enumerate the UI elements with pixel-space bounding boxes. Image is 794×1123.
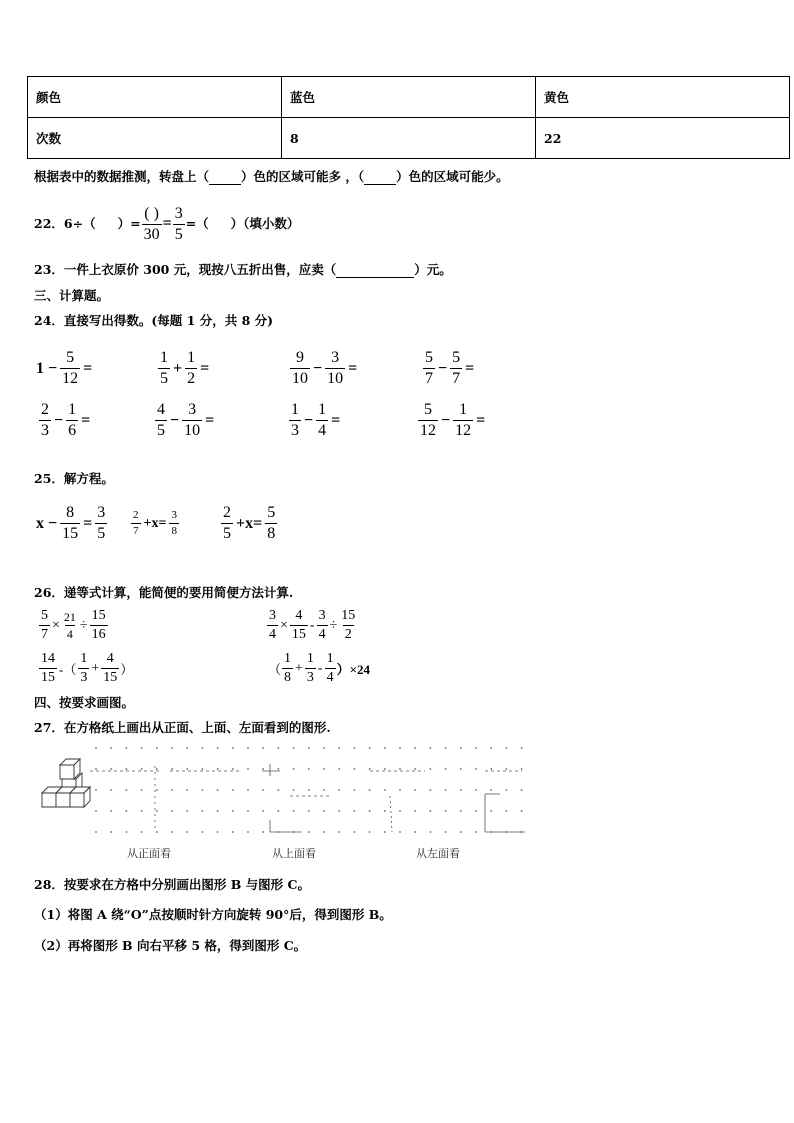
grid-dot bbox=[506, 789, 508, 791]
q26-expr-3: $\frac{14}{15}$ -（ $\frac{1}{3}$ + $\frac{4}{15}$ ） bbox=[41, 651, 134, 685]
grid-dot bbox=[217, 831, 219, 833]
fraction: $\frac{3}{8}$ bbox=[171, 509, 177, 537]
fraction: $\frac{5}{12}$ bbox=[62, 349, 79, 387]
grid-dot bbox=[95, 747, 97, 749]
fraction: $\frac{1}{3}$ bbox=[80, 651, 88, 685]
grid-dot bbox=[323, 789, 325, 791]
grid-dot bbox=[232, 747, 234, 749]
grid-dot bbox=[490, 789, 492, 791]
grid-dot bbox=[308, 789, 310, 791]
fraction: $\frac{5}{8}$ bbox=[267, 504, 276, 542]
table-cell: 8 bbox=[282, 118, 536, 159]
grid-dot bbox=[126, 747, 128, 749]
section-heading: 三、计算题。 bbox=[34, 288, 110, 303]
q25-equation-2: $\frac{2}{7}$ +x= $\frac{3}{8}$ bbox=[133, 509, 177, 537]
grid-dot bbox=[414, 831, 416, 833]
grid-dot bbox=[262, 747, 264, 749]
grid-dot bbox=[293, 747, 295, 749]
grid-dot bbox=[186, 747, 188, 749]
q27-title: 27．在方格纸上画出从正面、上面、左面看到的图形. bbox=[34, 720, 331, 735]
q28-step-2: （2）再将图形 B 向右平移 5 格，得到图形 C。 bbox=[34, 938, 307, 953]
grid-dot bbox=[308, 747, 310, 749]
fraction: $\frac{1}{12}$ bbox=[455, 401, 472, 439]
grid-dot bbox=[430, 831, 432, 833]
fraction: $\frac{1}{8}$ bbox=[284, 651, 292, 685]
q22-text: ）（填小数） bbox=[230, 215, 300, 231]
grid-dot bbox=[293, 789, 295, 791]
grid-dot bbox=[354, 789, 356, 791]
grid-dot bbox=[293, 810, 295, 812]
fraction: $\frac{21}{4}$ bbox=[63, 610, 76, 641]
fraction: $\frac{4}{15}$ bbox=[291, 608, 306, 642]
grid-dot bbox=[460, 831, 462, 833]
grid-dot bbox=[506, 810, 508, 812]
grid-dot bbox=[308, 810, 310, 812]
grid-dot bbox=[141, 831, 143, 833]
grid-dot bbox=[217, 747, 219, 749]
grid-dot bbox=[202, 831, 204, 833]
fraction: $\frac{3}{10}$ bbox=[327, 349, 344, 387]
data-table bbox=[27, 76, 790, 159]
grid-dot bbox=[156, 789, 158, 791]
fraction: $\frac{2}{7}$ bbox=[133, 509, 139, 537]
grid-dot bbox=[369, 747, 371, 749]
cube bbox=[60, 759, 80, 779]
fraction: $\frac{9}{10}$ bbox=[292, 349, 308, 387]
grid-dot bbox=[460, 768, 462, 770]
grid-dot bbox=[414, 768, 416, 770]
grid-dot bbox=[232, 789, 234, 791]
fraction: $\frac{5}{7}$ bbox=[41, 608, 48, 642]
grid-dot bbox=[202, 768, 204, 770]
grid-dot bbox=[202, 747, 204, 749]
grid-dot bbox=[323, 768, 325, 770]
grid-dot bbox=[262, 768, 264, 770]
q24-expr-3: $\frac{9}{10}$ − $\frac{3}{10}$ = bbox=[292, 349, 358, 387]
fraction: $\frac{1}{4}$ bbox=[326, 651, 334, 685]
grid-dot bbox=[369, 831, 371, 833]
table-header-row bbox=[28, 77, 790, 118]
q28-title: 28．按要求在方格中分别画出图形 B 与图形 C。 bbox=[34, 877, 310, 892]
fraction: $\frac{4}{15}$ bbox=[103, 651, 118, 685]
q22-text: ）= bbox=[117, 215, 141, 231]
grid-dot bbox=[308, 831, 310, 833]
q24-expr-2: $\frac{1}{5}$ + $\frac{1}{2}$ = bbox=[160, 349, 210, 387]
grid-dot bbox=[384, 768, 386, 770]
view-label-front: 从正面看 bbox=[127, 847, 171, 860]
grid-dot bbox=[217, 768, 219, 770]
fraction: $\frac{( )}{30}$ bbox=[143, 204, 160, 243]
grid-dot bbox=[490, 810, 492, 812]
grid-dot bbox=[445, 810, 447, 812]
q22-text: =（ bbox=[185, 215, 209, 231]
equals-sign: = bbox=[162, 215, 172, 232]
grid-dot bbox=[521, 789, 523, 791]
grid-dot bbox=[460, 747, 462, 749]
grid-dot bbox=[445, 789, 447, 791]
grid-dot bbox=[369, 810, 371, 812]
grid-dot bbox=[475, 789, 477, 791]
grid-dot bbox=[323, 831, 325, 833]
grid-dot bbox=[338, 768, 340, 770]
grid-dot bbox=[521, 768, 523, 770]
grid-dot bbox=[399, 789, 401, 791]
grid-dot bbox=[338, 810, 340, 812]
grid-dot bbox=[308, 768, 310, 770]
grid-dot bbox=[110, 789, 112, 791]
fraction: $\frac{1}{4}$ bbox=[318, 401, 327, 439]
section-heading: 四、按要求画图。 bbox=[34, 695, 135, 710]
view-label-top: 从上面看 bbox=[272, 847, 316, 860]
grid-dot bbox=[323, 747, 325, 749]
fraction: $\frac{3}{4}$ bbox=[269, 608, 276, 642]
fraction: $\frac{5}{7}$ bbox=[452, 349, 461, 387]
grid-dot bbox=[110, 747, 112, 749]
q21-text-a: 根据表中的数据推测，转盘上（ bbox=[34, 169, 210, 184]
grid-dot bbox=[430, 789, 432, 791]
cube-stack bbox=[42, 759, 90, 807]
grid-dot bbox=[323, 810, 325, 812]
grid-dot bbox=[171, 831, 173, 833]
grid-dot bbox=[460, 810, 462, 812]
table-row bbox=[28, 118, 790, 159]
grid-dot bbox=[171, 789, 173, 791]
grid-dot bbox=[354, 831, 356, 833]
grid-dot bbox=[126, 831, 128, 833]
fraction: $\frac{3}{10}$ bbox=[184, 401, 201, 439]
grid-dot bbox=[445, 831, 447, 833]
grid-dot bbox=[171, 747, 173, 749]
table-cell: 22 bbox=[536, 118, 790, 159]
q28-step-1: （1）将图 A 绕“O”点按顺时针方向旋转 90°后，得到图形 B。 bbox=[34, 907, 392, 922]
view-label-left: 从左面看 bbox=[416, 847, 460, 860]
grid-dot bbox=[475, 810, 477, 812]
grid-dot bbox=[384, 747, 386, 749]
q24-expr-4: $\frac{5}{7}$ − $\frac{5}{7}$ = bbox=[425, 349, 475, 387]
grid-dot bbox=[186, 789, 188, 791]
q21-text-c: ）色的区域可能少。 bbox=[396, 169, 509, 184]
grid-dot bbox=[262, 789, 264, 791]
grid-dot bbox=[202, 789, 204, 791]
cube bbox=[70, 787, 90, 807]
grid-dot bbox=[95, 831, 97, 833]
grid-dot bbox=[232, 810, 234, 812]
grid-guide-lines bbox=[90, 764, 525, 832]
fraction: $\frac{3}{5}$ bbox=[97, 504, 106, 542]
fraction: $\frac{1}{6}$ bbox=[68, 401, 77, 439]
grid-dot bbox=[202, 810, 204, 812]
grid-dot bbox=[95, 810, 97, 812]
grid-dot bbox=[156, 810, 158, 812]
grid-dot bbox=[293, 768, 295, 770]
fraction: $\frac{5}{12}$ bbox=[420, 401, 436, 439]
q25-equation-3: $\frac{2}{5}$ +x= $\frac{5}{8}$ bbox=[223, 504, 276, 542]
grid-dot bbox=[247, 831, 249, 833]
q26-expr-1: $\frac{5}{7}$ × $\frac{21}{4}$ ÷ $\frac{15}{16}$ bbox=[41, 608, 106, 642]
grid-dot bbox=[384, 831, 386, 833]
grid-dot bbox=[217, 810, 219, 812]
q27-figure bbox=[30, 742, 530, 862]
q24-expr-7: $\frac{1}{3}$ − $\frac{1}{4}$ = bbox=[291, 401, 341, 439]
grid-dot bbox=[490, 747, 492, 749]
q21-text-b: ）色的区域可能多 ，（ bbox=[241, 169, 365, 184]
q25-title: 25．解方程。 bbox=[34, 471, 114, 486]
grid-dot bbox=[430, 747, 432, 749]
grid-dot bbox=[156, 747, 158, 749]
fraction: $\frac{15}{16}$ bbox=[91, 608, 106, 642]
grid-dot bbox=[338, 789, 340, 791]
grid-dot bbox=[475, 768, 477, 770]
fraction: $\frac{3}{4}$ bbox=[318, 608, 326, 642]
grid-dot bbox=[475, 747, 477, 749]
grid-dot bbox=[141, 810, 143, 812]
grid-dot bbox=[110, 831, 112, 833]
q25-equation-1: x − $\frac{8}{15}$ = $\frac{3}{5}$ bbox=[36, 504, 106, 542]
grid-dot bbox=[110, 768, 112, 770]
grid-dot bbox=[262, 831, 264, 833]
q22-question bbox=[34, 204, 299, 244]
table-cell: 次数 bbox=[28, 118, 282, 159]
grid-dot bbox=[278, 768, 280, 770]
grid-dot bbox=[521, 747, 523, 749]
fraction: $\frac{5}{7}$ bbox=[425, 349, 433, 387]
grid-dot bbox=[126, 789, 128, 791]
grid-dot bbox=[338, 831, 340, 833]
dot-grid bbox=[95, 747, 522, 833]
fraction: $\frac{8}{15}$ bbox=[62, 504, 79, 542]
q26-expr-4: （ $\frac{1}{8}$ + $\frac{1}{3}$ - $\frac{1}{4}$ ）×24 bbox=[268, 651, 371, 685]
fraction: $\frac{1}{3}$ bbox=[291, 401, 299, 439]
grid-dot bbox=[171, 810, 173, 812]
grid-dot bbox=[110, 810, 112, 812]
grid-dot bbox=[95, 768, 97, 770]
grid-dot bbox=[445, 768, 447, 770]
q24-expr-6: $\frac{4}{5}$ − $\frac{3}{10}$ = bbox=[157, 401, 215, 439]
q26-title: 26．递等式计算，能简便的要用简便方法计算. bbox=[34, 585, 294, 600]
grid-dot bbox=[414, 789, 416, 791]
grid-dot bbox=[217, 789, 219, 791]
q24-expr-5: $\frac{2}{3}$ − $\frac{1}{6}$ = bbox=[41, 401, 91, 439]
fraction: $\frac{1}{5}$ bbox=[160, 349, 168, 387]
answer-blank[interactable] bbox=[209, 171, 241, 185]
grid-dot bbox=[399, 831, 401, 833]
grid-dot bbox=[354, 768, 356, 770]
q24-title: 24．直接写出得数。(每题 1 分，共 8 分) bbox=[34, 313, 274, 328]
grid-dot bbox=[186, 810, 188, 812]
grid-dot bbox=[354, 810, 356, 812]
q23-text: ）元。 bbox=[414, 262, 452, 277]
fraction: $\frac{2}{5}$ bbox=[223, 504, 231, 542]
grid-dot bbox=[399, 810, 401, 812]
grid-dot bbox=[278, 747, 280, 749]
grid-dot bbox=[384, 810, 386, 812]
grid-dot bbox=[521, 810, 523, 812]
grid-dot bbox=[384, 789, 386, 791]
grid-dot bbox=[232, 768, 234, 770]
grid-dot bbox=[156, 768, 158, 770]
grid-dot bbox=[414, 747, 416, 749]
grid-dot bbox=[186, 831, 188, 833]
grid-dot bbox=[506, 768, 508, 770]
grid-dot bbox=[399, 747, 401, 749]
grid-dot bbox=[156, 831, 158, 833]
q23-question bbox=[34, 264, 452, 278]
grid-dot bbox=[247, 789, 249, 791]
grid-dot bbox=[490, 768, 492, 770]
grid-dot bbox=[460, 789, 462, 791]
q24-expr-1: 1 − $\frac{5}{12}$ = bbox=[36, 349, 93, 387]
grid-dot bbox=[414, 810, 416, 812]
grid-dot bbox=[430, 768, 432, 770]
grid-dot bbox=[247, 810, 249, 812]
grid-dot bbox=[141, 789, 143, 791]
table-cell: 蓝色 bbox=[282, 77, 536, 118]
grid-dot bbox=[171, 768, 173, 770]
q26-expr-2: $\frac{3}{4}$ × $\frac{4}{15}$ - $\frac{3}{4}$ ÷ $\frac{15}{2}$ bbox=[269, 608, 356, 642]
fraction: $\frac{1}{3}$ bbox=[306, 651, 314, 685]
table-cell: 黄色 bbox=[536, 77, 790, 118]
grid-dot bbox=[126, 810, 128, 812]
grid-dot bbox=[354, 747, 356, 749]
grid-dot bbox=[338, 747, 340, 749]
q24-expr-8: $\frac{5}{12}$ − $\frac{1}{12}$ = bbox=[420, 401, 486, 439]
fraction: $\frac{15}{2}$ bbox=[341, 608, 356, 642]
question-number: 22． bbox=[34, 215, 64, 231]
fraction: $\frac{4}{5}$ bbox=[157, 401, 165, 439]
grid-dot bbox=[141, 768, 143, 770]
q23-text: 23．一件上衣原价 300 元，现按八五折出售，应卖（ bbox=[34, 262, 337, 277]
answer-blank[interactable] bbox=[336, 264, 414, 278]
grid-dot bbox=[369, 768, 371, 770]
answer-blank[interactable] bbox=[364, 171, 396, 185]
grid-dot bbox=[126, 768, 128, 770]
fraction: $\frac{14}{15}$ bbox=[41, 651, 55, 685]
grid-dot bbox=[506, 747, 508, 749]
grid-dot bbox=[247, 768, 249, 770]
grid-dot bbox=[278, 789, 280, 791]
grid-dot bbox=[430, 810, 432, 812]
grid-dot bbox=[186, 768, 188, 770]
grid-dot bbox=[141, 747, 143, 749]
grid-dot bbox=[369, 789, 371, 791]
table-cell: 颜色 bbox=[28, 77, 282, 118]
grid-dot bbox=[232, 831, 234, 833]
grid-dot bbox=[399, 768, 401, 770]
grid-dot bbox=[278, 810, 280, 812]
grid-dot bbox=[475, 831, 477, 833]
q21-question bbox=[34, 171, 509, 185]
grid-dot bbox=[262, 810, 264, 812]
grid-dot bbox=[247, 747, 249, 749]
q22-text: 6÷（ bbox=[63, 215, 96, 231]
fraction: $\frac{3}{5}$ bbox=[174, 204, 183, 243]
fraction: $\frac{1}{2}$ bbox=[187, 349, 196, 387]
grid-dot bbox=[445, 747, 447, 749]
fraction: $\frac{2}{3}$ bbox=[41, 401, 49, 439]
grid-dot bbox=[95, 789, 97, 791]
